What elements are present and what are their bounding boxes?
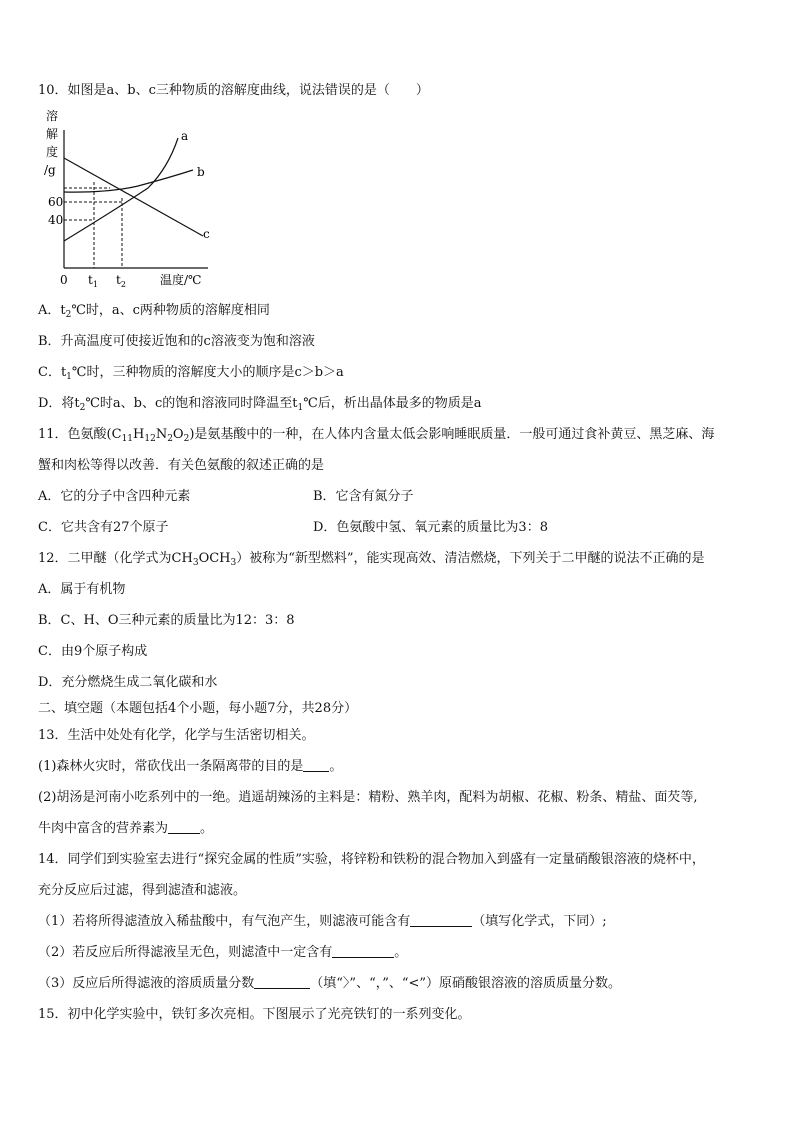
q11-stem-line2: 蟹和肉松等得以改善．有关色氨酸的叙述正确的是 <box>38 458 325 473</box>
q12-option-d: D．充分燃烧生成二氧化碳和水 <box>38 675 218 690</box>
xtick-t2: $t_2$ <box>116 273 126 288</box>
ylabel-char: /g <box>44 163 56 177</box>
ylabel-char: 解 <box>46 127 59 141</box>
q14-stem-line2: 充分反应后过滤，得到滤渣和滤液。 <box>38 883 247 898</box>
q12-option-b: B．C、H、O三种元素的质量比为12：3：8 <box>38 613 295 628</box>
origin-label: 0 <box>60 273 68 287</box>
label-c: c <box>203 227 210 241</box>
q10-option-d: D．将$t_2℃$时a、b、c的饱和溶液同时降温至$t_1℃$后，析出晶体最多的物质是a <box>38 396 482 413</box>
ytick-40: 40 <box>48 213 64 227</box>
q13-stem: 13．生活中处处有化学，化学与生活密切相关。 <box>38 728 315 743</box>
q11-option-a: A．它的分子中含四种元素 <box>38 489 191 504</box>
q12-option-a: A．属于有机物 <box>38 582 126 597</box>
q11-option-c: C．它共含有27个原子 <box>38 520 169 535</box>
q11-option-d: D．色氨酸中氢、氧元素的质量比为3：8 <box>313 520 548 535</box>
answer-blank[interactable] <box>303 759 329 772</box>
label-b: b <box>197 165 205 179</box>
q13-part1: (1)森林火灾时，常砍伐出一条隔离带的目的是 。 <box>38 759 343 774</box>
answer-blank[interactable] <box>410 914 472 927</box>
q10-option-c: C．$t_1℃$时，三种物质的溶解度大小的顺序是c＞b＞a <box>38 365 344 382</box>
answer-blank[interactable] <box>168 821 200 834</box>
q11-stem-line1: 11．色氨酸$(C_{11}H_{12}N_2O_2)$是氨基酸中的一种，在人体内含量太低会影响睡眠质量．一般可通过食补黄豆、黑芝麻、海 <box>38 427 715 444</box>
solubility-chart <box>38 108 238 288</box>
ytick-60: 60 <box>48 195 64 209</box>
q13-part2-line1: (2)胡汤是河南小吃系列中的一绝。逍遥胡辣汤的主料是：精粉、熟羊肉，配料为胡椒、花椒、粉条、精盐、面芡等, <box>38 790 698 805</box>
section-heading: 二、填空题（本题包括4个小题，每小题7分，共28分） <box>38 701 358 716</box>
q12-option-c: C．由9个原子构成 <box>38 644 148 659</box>
q14-part1: （1）若将所得滤渣放入稀盐酸中，有气泡产生，则滤液可能含有 （填写化学式，下同）; <box>38 914 607 929</box>
q14-part2: （2）若反应后所得滤液呈无色，则滤渣中一定含有 。 <box>38 945 408 960</box>
q10-stem: 10．如图是a、b、c三种物质的溶解度曲线，说法错误的是（ ） <box>38 83 429 98</box>
ylabel-char: 溶 <box>46 109 59 123</box>
q15-stem: 15．初中化学实验中，铁钉多次亮相。下图展示了光亮铁钉的一系列变化。 <box>38 1007 471 1022</box>
curve-c <box>64 158 203 236</box>
ylabel-char: 度 <box>46 145 59 159</box>
q13-part2-line2: 牛肉中富含的营养素为 。 <box>38 821 214 836</box>
x-axis-label: 温度/℃ <box>160 273 202 287</box>
answer-blank[interactable] <box>332 945 394 958</box>
q10-option-a: A．$t_2℃$时，a、c两种物质的溶解度相同 <box>38 303 270 320</box>
q12-stem: 12．二甲醚（化学式为$CH_3OCH_3$）被称为“新型燃料”，能实现高效、清洁燃烧，下列关于二甲醚的说法不正确的是 <box>38 551 705 568</box>
curve-b <box>64 170 193 192</box>
q10-option-b: B．升高温度可使接近饱和的c溶液变为饱和溶液 <box>38 334 315 349</box>
q14-part3: （3）反应后所得滤液的溶质质量分数 （填“〉”、“，”、“<”）原硝酸银溶液的溶质质量分数。 <box>38 976 622 991</box>
xtick-t1: $t_1$ <box>88 273 98 288</box>
q11-option-b: B．它含有氮分子 <box>313 489 414 504</box>
answer-blank[interactable] <box>254 976 310 989</box>
q14-stem-line1: 14．同学们到实验室去进行“探究金属的性质”实验，将锌粉和铁粉的混合物加入到盛有一定量硝酸银溶液的烧杯中， <box>38 852 705 867</box>
label-a: a <box>181 129 189 143</box>
